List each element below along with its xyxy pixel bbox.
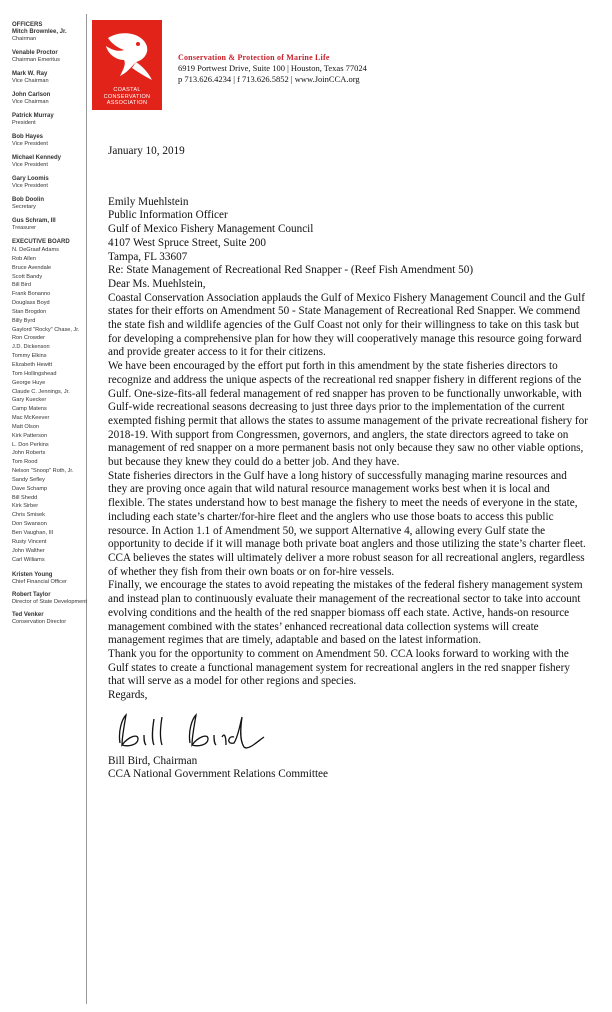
board-member: Camp Matens [12,406,47,413]
closing: Regards, [108,689,148,702]
board-member: John Roberts [12,450,46,457]
letter-date: January 10, 2019 [108,145,185,157]
staff-entry [12,612,92,626]
staff-name: Kristen Young [12,572,53,579]
board-member: N. DeGraaf Adams [12,247,59,253]
paragraph: Coastal Conservation Association applauds the Gulf of Mexico Fishery Management Council and the Gulf states for their efforts on Amendment 50 - State Management of Recreational Red Snapper. We commend the state fish and wildlife agencies of the Gulf Coast not only for their willingness to take on this task but for developing a comprehensive plan for how they will cooperatively manage this resource going forward and provide greater access to it for their citizens. [108,291,585,359]
officer-title: Vice Chairman [12,78,49,84]
staff-entry [12,592,92,606]
board-member: Gaylord "Rocky" Chase, Jr. [12,326,80,333]
officer-entry [12,71,92,85]
staff-title: Director of State Development [12,599,87,606]
board-member: Tommy Elkins [12,353,47,360]
board-member: Sandy Sefley [12,476,45,483]
fish-logo-icon [98,26,156,84]
letterhead [178,52,367,85]
board-member: Douglass Boyd [12,300,50,307]
board-member: Billy Byrd [12,317,36,324]
officer-entry [12,218,92,232]
officer-entry [12,50,92,64]
board-member: Elizabeth Hewitt [12,361,53,368]
staff-entry [12,572,92,586]
board-member: Don Swanson [12,521,47,528]
board-member: Claude C. Jennings, Jr. [12,388,70,395]
board-member: Bill Bird [12,282,31,289]
staff-title: Conservation Director [12,619,67,626]
officer-entry [12,29,92,43]
officer-name: Mitch Brownlee, Jr. [12,29,67,35]
salutation: Dear Ms. Muehlstein, [108,277,206,290]
officer-name: Gus Schram, III [12,218,56,224]
address: 6919 Portwest Drive, Suite 100 | Houston, Texas 77024 [178,63,367,73]
board-member: George Huye [12,379,46,386]
paragraph: We have been encouraged by the effort put forth in this amendment by the state fisheries directors to recognize and address the unique aspects of the recreational red snapper fishery in different regions of the Gulf. One-size-fits-all federal management of red snapper has proven to be functionally unworkable, with Gulf-wide recreational seasons decreasing to just three days prior to the implementation of the current exempted fishing permit that allows the states to assume management of the private recreational fishery for 2018-19. With support from Congressmen, governors, and anglers, the state directors agreed to take on management of red snapper on a more permanent basis not only because they saw no other viable options, but because they knew they could do a better job. And they have. [108,360,588,469]
officers-list [12,29,92,232]
officer-name: Bob Doolin [12,197,44,203]
board-heading: EXECUTIVE BOARD [12,239,70,245]
staff-name: Ted Venker [12,612,44,619]
officer-entry [12,134,92,148]
board-member: Stan Brogdon [12,308,47,315]
cca-logo [92,20,162,110]
board-member: Dave Schamp [12,485,48,492]
officer-title: Vice President [12,162,48,168]
board-member: Tom Rood [12,459,38,466]
board-member: Bruce Avendale [12,264,52,271]
officer-entry [12,113,92,127]
subject-line: Re: State Management of Recreational Red Snapper - (Reef Fish Amendment 50) [108,264,474,277]
board-member: Ben Vaughan, III [12,530,54,536]
board-member: Rusty Vincent [12,538,47,545]
staff-name: Robert Taylor [12,592,51,599]
officer-title: Treasurer [12,225,37,231]
officer-title: Chairman Emeritus [12,57,60,63]
officer-entry [12,197,92,211]
board-member: Rob Allen [12,255,36,262]
staff-title: Chief Financial Officer [12,579,67,586]
officer-name: Mark W. Ray [12,71,48,77]
board-member: J.D. Dickenson [12,344,50,351]
board-member: Ron Crowder [12,335,45,342]
board-member: Tom Hollingshead [12,370,57,377]
handwritten-signature [108,707,588,755]
officer-name: Patrick Murray [12,113,54,119]
board-member: Scott Bandy [12,273,43,280]
board-member: Kirk Sirber [12,503,39,510]
board-member: Kirk Patterson [12,432,48,439]
paragraph: Finally, we encourage the states to avoid repeating the mistakes of the federal fishery management system and instead plan to continuously evaluate their management of the recreational sector to take into account evolving conditions and the health of the red snapper biomass off each state. Active, hands-on resource management combined with the states’ enhanced recreational data collection systems will create management regimes that are timely, adaptable and based on the latest information. [108,579,583,647]
officer-name: John Carlson [12,92,51,98]
paragraph: State fisheries directors in the Gulf have a long history of successfully managing marine resources and they are proving once again that wild natural resource management works best when it is local and flexible. The states understand how to best manage the fishery to meet the needs of everyone in the state, including each state’s charter/for-hire fleet and the anglers who use those boats to access this public resource. In Action 1.1 of Amendment 50, we support Alternative 4, allowing every Gulf state the opportunity to decide if it will manage both private boat anglers and those utilizing the state’s charter fleet. CCA believes the states will ultimately deliver a more robust season for all recreational anglers, regardless of whether they fish from their own boats or on for-hire vessels. [108,469,586,578]
officer-title: Secretary [12,204,36,210]
board-member: John Walther [12,547,45,554]
board-member: Gary Kuecker [12,397,47,404]
recipient-address: Emily Muehlstein Public Information Officer Gulf of Mexico Fishery Management Council 4107 West Spruce Street, Suite 200 Tampa, FL 33607 [108,195,314,263]
tagline: Conservation & Protection of Marine Life [178,53,330,62]
sidebar [12,20,92,632]
logo-text: COASTAL CONSERVATION ASSOCIATION [103,87,151,106]
contact-info: p 713.626.4234 | f 713.626.5852 | www.JoinCCA.org [178,74,360,84]
board-member: Carl Williams [12,556,45,563]
officer-title: Vice Chairman [12,99,49,105]
officer-entry [12,176,92,190]
signer-title: CCA National Government Relations Committee [108,768,328,781]
board-member: Nelson "Snoop" Roth, Jr. [12,468,74,475]
board-member: Chris Smisek [12,512,45,519]
officer-entry [12,155,92,169]
officer-title: Chairman [12,36,37,42]
board-member: Frank Bonanno [12,291,51,298]
officer-name: Gary Loomis [12,176,49,182]
board-member: Matt Olson [12,423,40,430]
officer-title: President [12,120,36,126]
officer-title: Vice President [12,141,48,147]
board-member: L. Don Perkins [12,441,49,448]
officer-entry [12,92,92,106]
officer-title: Vice President [12,183,48,189]
board-member: Bill Shedd [12,494,38,501]
board-member: Mac McKeever [12,415,50,422]
officer-name: Bob Hayes [12,134,44,140]
officers-heading: OFFICERS [12,22,43,28]
officer-name: Michael Kennedy [12,155,62,161]
officer-name: Venable Proctor [12,50,58,56]
signer-name: Bill Bird, Chairman [108,754,198,767]
staff-list [12,572,92,626]
board-list [12,246,92,564]
letter-body [108,145,588,782]
paragraph: Thank you for the opportunity to comment on Amendment 50. CCA looks forward to working with the Gulf states to create a functional management system for recreational anglers in the red snapper fishery that will serve as a model for other regions and species. [108,647,570,688]
